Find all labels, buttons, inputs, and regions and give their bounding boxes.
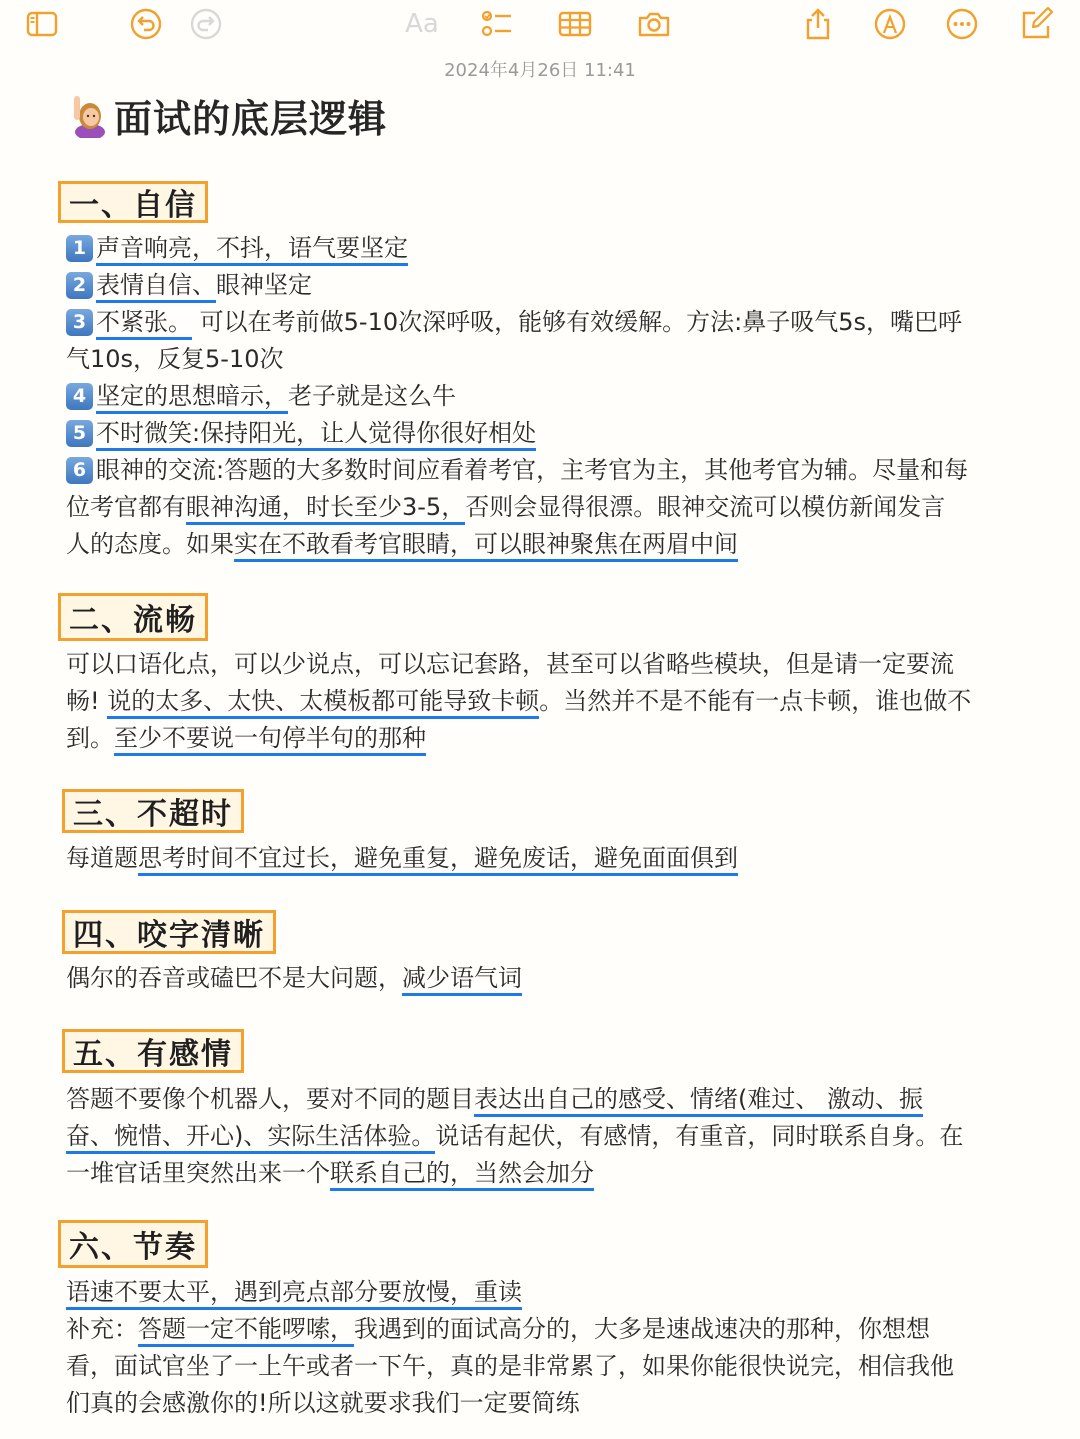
keycap-1-icon: 1 — [66, 235, 93, 262]
share-icon[interactable] — [800, 6, 836, 42]
note-title: 面试的底层逻辑 — [114, 96, 388, 141]
person-raising-hand-icon — [66, 92, 110, 138]
paragraph-line: 答题不要像个机器人，要对不同的题目表达出自己的感受、情绪(难过、 激动、振 — [66, 1084, 923, 1114]
section-heading-3: 三、不超时 — [62, 789, 244, 833]
text-format-icon[interactable]: Aa — [405, 9, 439, 39]
section-heading-1: 一、自信 — [58, 181, 208, 223]
toolbar — [0, 0, 1080, 50]
list-item-continued: 人的态度。如果实在不敢看考官眼睛，可以眼神聚焦在两眉中间 — [66, 529, 738, 559]
markup-icon[interactable] — [872, 6, 908, 42]
keycap-2-icon: 2 — [66, 272, 93, 299]
section-heading-6: 六、节奏 — [58, 1220, 208, 1268]
list-item-continued: 位考官都有眼神沟通，时长至少3-5，否则会显得很漂。眼神交流可以模仿新闻发言 — [66, 492, 945, 522]
keycap-5-icon: 5 — [66, 420, 93, 447]
camera-icon[interactable] — [636, 6, 672, 42]
compose-icon[interactable] — [1018, 6, 1054, 42]
list-item-continued: 气10s，反复5-10次 — [66, 345, 284, 373]
checklist-icon[interactable] — [479, 6, 515, 42]
sidebar-icon[interactable] — [24, 6, 60, 42]
note-date: 2024年4月26日 11:41 — [444, 60, 636, 81]
section-heading-4: 四、咬字清晰 — [62, 910, 276, 954]
list-item: 3 不紧张。 可以在考前做5-10次深呼吸，能够有效缓解。方法:鼻子吸气5s，嘴巴呼 — [66, 307, 962, 337]
redo-icon[interactable] — [188, 6, 224, 42]
list-item: 1 声音响亮，不抖，语气要坚定 — [66, 233, 408, 263]
keycap-3-icon: 3 — [66, 309, 93, 336]
more-icon[interactable] — [944, 6, 980, 42]
table-icon[interactable] — [557, 6, 593, 42]
paragraph-line: 看，面试官坐了一上午或者一下午，真的是非常累了，如果你能很快说完，相信我他 — [66, 1352, 954, 1380]
paragraph-line: 语速不要太平，遇到亮点部分要放慢，重读 — [66, 1277, 522, 1307]
keycap-6-icon: 6 — [66, 457, 93, 484]
paragraph-line: 到。至少不要说一句停半句的那种 — [66, 723, 426, 753]
paragraph-line: 们真的会感激你的!所以这就要求我们一定要简练 — [66, 1389, 580, 1417]
list-item: 2 表情自信、眼神坚定 — [66, 270, 312, 300]
list-item: 5 不时微笑:保持阳光，让人觉得你很好相处 — [66, 418, 536, 448]
section-heading-2: 二、流畅 — [58, 593, 208, 641]
note-title-row — [66, 88, 387, 142]
list-item: 4 坚定的思想暗示，老子就是这么牛 — [66, 381, 456, 411]
list-item: 6 眼神的交流:答题的大多数时间应看着考官，主考官为主，其他考官为辅。尽量和每 — [66, 455, 968, 485]
paragraph-line: 一堆官话里突然出来一个联系自己的，当然会加分 — [66, 1158, 594, 1188]
paragraph-line: 补充：答题一定不能啰嗦，我遇到的面试高分的，大多是速战速决的那种，你想想 — [66, 1314, 930, 1344]
undo-icon[interactable] — [128, 6, 164, 42]
paragraph-line: 可以口语化点，可以少说点，可以忘记套路，甚至可以省略些模块，但是请一定要流 — [66, 650, 954, 678]
paragraph-line: 每道题思考时间不宜过长，避免重复，避免废话，避免面面俱到 — [66, 843, 738, 873]
keycap-4-icon: 4 — [66, 383, 93, 410]
paragraph-line: 偶尔的吞音或磕巴不是大问题，减少语气词 — [66, 963, 522, 993]
paragraph-line: 奋、惋惜、开心)、实际生活体验。说话有起伏，有感情，有重音，同时联系自身。在 — [66, 1121, 963, 1151]
paragraph-line: 畅! 说的太多、太快、太模板都可能导致卡顿。当然并不是不能有一点卡顿，谁也做不 — [66, 686, 971, 716]
section-heading-5: 五、有感情 — [62, 1029, 244, 1073]
